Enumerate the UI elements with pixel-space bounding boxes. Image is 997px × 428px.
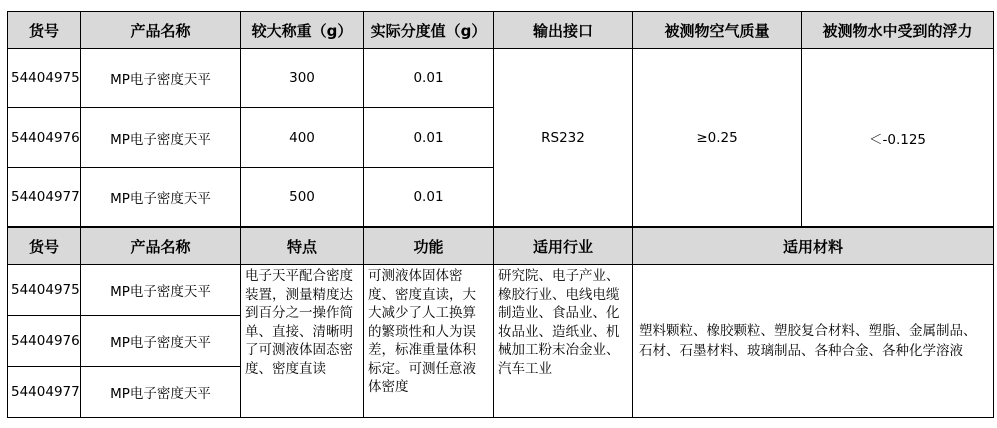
product-name: MP电子密度天平 [81, 367, 241, 418]
application-header-row [8, 228, 994, 265]
header-industries: 适用行业 [494, 228, 633, 265]
header-code: 货号 [8, 12, 81, 49]
table-row [8, 265, 994, 316]
product-name: MP电子密度天平 [81, 265, 241, 316]
header-interface: 输出接口 [494, 12, 633, 49]
header-materials: 适用材料 [633, 228, 994, 265]
max-weight: 300 [241, 49, 364, 108]
header-air-mass: 被测物空气质量 [633, 12, 802, 49]
header-product-name: 产品名称 [81, 12, 241, 49]
spec-header-row [8, 12, 994, 49]
product-code: 54404976 [8, 108, 81, 168]
header-product-name: 产品名称 [81, 228, 241, 265]
interface-value: RS232 [494, 49, 633, 227]
max-weight: 500 [241, 168, 364, 227]
division-value: 0.01 [364, 108, 494, 168]
product-name: MP电子密度天平 [81, 108, 241, 168]
header-division: 实际分度值（g） [364, 12, 494, 49]
product-name: MP电子密度天平 [81, 49, 241, 108]
product-name: MP电子密度天平 [81, 316, 241, 367]
product-code: 54404975 [8, 49, 81, 108]
product-code: 54404977 [8, 168, 81, 227]
materials-text: 塑料颗粒、橡胶颗粒、塑胶复合材料、塑脂、金属制品、石材、石墨材料、玻璃制品、各种合金、各种化学溶液 [633, 265, 994, 418]
header-features: 特点 [241, 228, 364, 265]
functions-text: 可测液体固体密度、密度直读，大大减少了人工换算的繁琐性和人为误差，标准重量体积标定。可测任意液体密度 [364, 265, 494, 418]
industries-text: 研究院、电子产业、橡胶行业、电线电缆制造业、食品业、化妆品业、造纸业、机械加工粉末冶金业、汽车工业 [494, 265, 633, 418]
air-mass-value: ≥0.25 [633, 49, 802, 227]
product-code: 54404977 [8, 367, 81, 418]
product-code: 54404975 [8, 265, 81, 316]
division-value: 0.01 [364, 49, 494, 108]
header-functions: 功能 [364, 228, 494, 265]
features-text: 电子天平配合密度装置，测量精度达到百分之一操作简单、直接、清晰明了可测液体固态密度、密度直读 [241, 265, 364, 418]
product-name: MP电子密度天平 [81, 168, 241, 227]
header-code: 货号 [8, 228, 81, 265]
header-buoyancy: 被测物水中受到的浮力 [802, 12, 994, 49]
buoyancy-value: ＜-0.125 [802, 49, 994, 227]
header-max-weight: 较大称重（g） [241, 12, 364, 49]
max-weight: 400 [241, 108, 364, 168]
division-value: 0.01 [364, 168, 494, 227]
product-code: 54404976 [8, 316, 81, 367]
application-table [7, 227, 994, 418]
table-row [8, 49, 994, 108]
spec-table [7, 11, 994, 227]
